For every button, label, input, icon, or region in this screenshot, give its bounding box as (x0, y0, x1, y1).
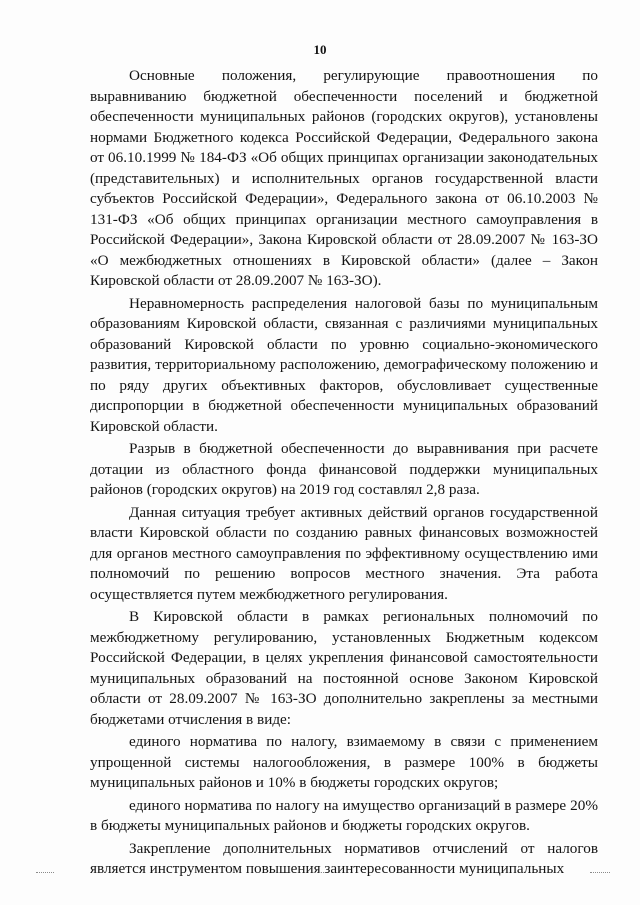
paragraph-simplified-tax-norm: единого норматива по налогу, взимаемому в связи с применением упрощенной системы налогообложения, в размере 100% в бюджеты муниципальных районов и 10% в бюджеты городских округов; (90, 733, 598, 791)
scan-mark-left (36, 872, 54, 874)
scan-mark-right (590, 872, 610, 874)
paragraph-tax-base-unevenness: Неравномерность распределения налоговой базы по муниципальным образованиям Кировской области, связанная с различиями муниципальных образований Кировской области по уровню социально-экономического развития, территориальному расположению, демографическому положению и по ряду других объективных факторов, обусловливает существенные диспропорции в бюджетной обеспеченности муниципальных образований Кировской области. (90, 294, 598, 435)
paragraph-regional-powers: В Кировской области в рамках региональных полномочий по межбюджетному регулированию, установленных Бюджетным кодексом Российской Федерации, в целях укрепления финансовой самостоятельности муниципальных образований на постоянной основе Законом Кировской области от 28.09.2007 № 163-ЗО дополнительно закреплены за местными бюджетами отчисления в виде: (90, 608, 598, 728)
paragraph-budget-gap: Разрыв в бюджетной обеспеченности до выравнивания при расчете дотации из областного фонда финансовой поддержки муниципальных районов (городских округов) на 2019 год составлял 2,8 раза. (90, 440, 598, 498)
page-number: 10 (313, 42, 327, 57)
paragraph-property-tax-norm: единого норматива по налогу на имущество организаций в размере 20% в бюджеты муниципальных районов и бюджеты городских округов. (90, 796, 598, 834)
paragraph-legal-basis: Основные положения, регулирующие правоотношения по выравниванию бюджетной обеспеченности поселений и бюджетной обеспеченности муниципальных районов (городских округов), установлены нормами Бюджетного кодекса Российской Федерации, Федерального закона от 06.10.1999 № 184-ФЗ «Об общих принципах организации законодательных (представительных) и исполнительных органов государственной власти субъектов Российской Федерации», Федерального закона от 06.10.2003 № 131-ФЗ «Об общих принципах организации местного самоуправления в Российской Федерации», Закона Кировской области от 28.09.2007 № 163-ЗО «О межбюджетных отношениях в Кировской области» (далее – Закон Кировской области от 28.09.2007 № 163-ЗО). (90, 67, 598, 289)
paragraph-required-actions: Данная ситуация требует активных действий органов государственной власти Кировской области по созданию равных финансовых возможностей для органов местного самоуправления по эффективному осуществлению ими полномочий по решению вопросов местного значения. Эта работа осуществляется путем межбюджетного регулирования. (90, 503, 598, 603)
scan-mark-center (314, 872, 324, 874)
scan-artifacts (0, 872, 640, 878)
paragraph-additional-norms: Закрепление дополнительных нормативов отчислений от налогов является инструментом повышения заинтересованности муниципальных (90, 839, 598, 877)
body-text (90, 66, 598, 882)
